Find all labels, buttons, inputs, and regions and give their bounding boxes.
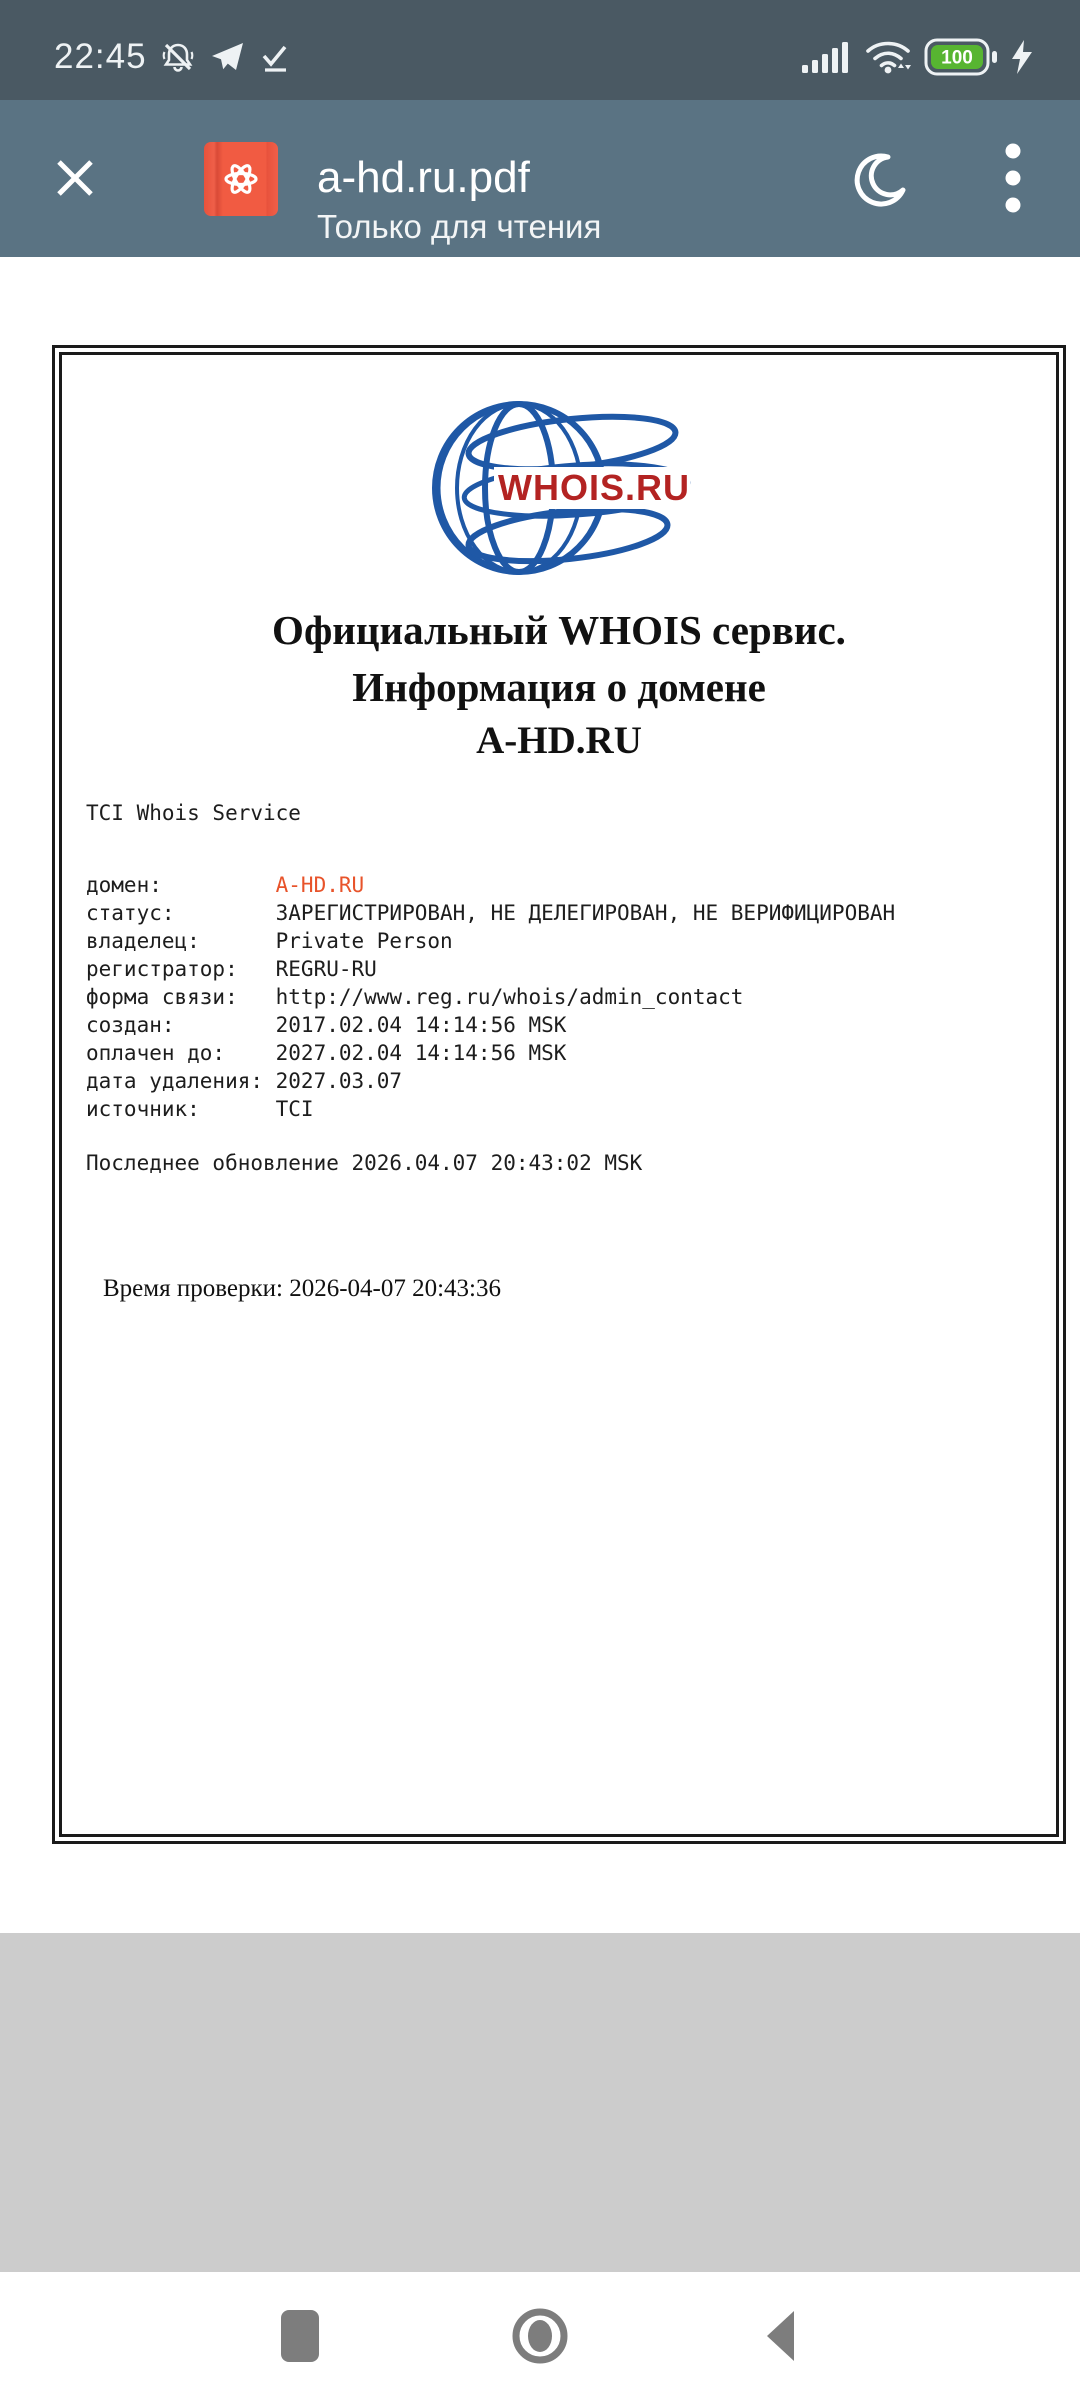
whois-row [86,1039,895,1067]
read-only-label: Только для чтения [317,208,602,245]
check-time-line: Время проверки: 2026-04-07 20:43:36 [103,1275,501,1302]
home-button[interactable] [508,2304,572,2368]
whois-row-value: ЗАРЕГИСТРИРОВАН, НЕ ДЕЛЕГИРОВАН, НЕ ВЕРИФИЦИРОВАН [275,901,896,925]
whois-text [86,799,895,1177]
whois-ru-logo [62,395,1056,581]
wifi-icon [864,38,912,76]
last-update-line: Последнее обновление 2026.04.07 20:43:02 MSK [86,1151,643,1175]
night-mode-icon [851,149,909,207]
back-icon [763,2307,797,2365]
whois-row [86,1067,895,1095]
whois-row-value: TCI [275,1097,314,1121]
signal-icon [800,39,852,75]
whois-row-value: 2027.02.04 14:14:56 MSK [275,1041,567,1065]
close-icon [51,154,99,202]
overflow-menu-icon [1004,140,1022,216]
whois-row-label: создан: [86,1013,175,1037]
status-bar-right [800,38,1034,76]
whois-row-value: REGRU-RU [275,957,377,981]
whois-row-value: A-HD.RU [275,873,365,897]
done-check-icon [257,40,291,74]
whois-row [86,899,895,927]
telegram-icon [209,40,245,74]
whois-row-label: домен: [86,873,162,897]
whois-row-label: статус: [86,901,175,925]
status-bar [0,0,1080,100]
whois-service-line: TCI Whois Service [86,801,301,825]
whois-row-label: источник: [86,1097,200,1121]
page-separator[interactable] [0,1933,1080,2272]
night-mode-button[interactable] [850,148,910,208]
whois-row-label: регистратор: [86,957,238,981]
whois-row-label: форма связи: [86,985,238,1009]
app-bar [0,100,1080,257]
document-title: a-hd.ru.pdf [317,153,530,202]
close-button[interactable] [47,150,103,206]
domain-heading: A-HD.RU [476,719,642,762]
status-bar-left [54,37,291,77]
whois-row-value: Private Person [275,929,453,953]
whois-row [86,983,895,1011]
navigation-bar [0,2272,1080,2400]
svg-text:100: 100 [941,47,973,69]
whois-row-label: оплачен до: [86,1041,226,1065]
recents-icon [280,2309,320,2363]
document-title-block [317,152,601,250]
charging-icon [1010,39,1034,75]
whois-row [86,1011,895,1039]
whois-row [86,927,895,955]
battery-icon [924,38,998,76]
whois-row [86,955,895,983]
back-button[interactable] [748,2304,812,2368]
whois-row-label: владелец: [86,929,200,953]
svg-text:WHOIS.RU: WHOIS.RU [498,467,690,508]
page-title-line1: Официальный WHOIS сервис. [272,607,846,653]
whois-row [86,871,895,899]
overflow-menu-button[interactable] [990,140,1036,216]
pdf-page [52,345,1066,1844]
pdf-viewer[interactable] [0,257,1080,1933]
whois-row-link[interactable]: http://www.reg.ru/whois/admin_contact [275,985,744,1009]
recents-button[interactable] [268,2304,332,2368]
whois-row [86,1095,895,1123]
whois-row-value: 2017.02.04 14:14:56 MSK [275,1013,567,1037]
page-title-line2: Информация о домене [352,664,766,710]
whois-row-value: 2027.03.07 [275,1069,403,1093]
whois-rows [86,871,895,1123]
clock: 22:45 [54,37,147,76]
home-icon [511,2307,569,2365]
whois-row-label: дата удаления: [86,1069,264,1093]
mute-bell-icon [159,38,197,76]
acrobat-glyph-icon [217,155,265,203]
pdf-file-icon [204,142,278,216]
